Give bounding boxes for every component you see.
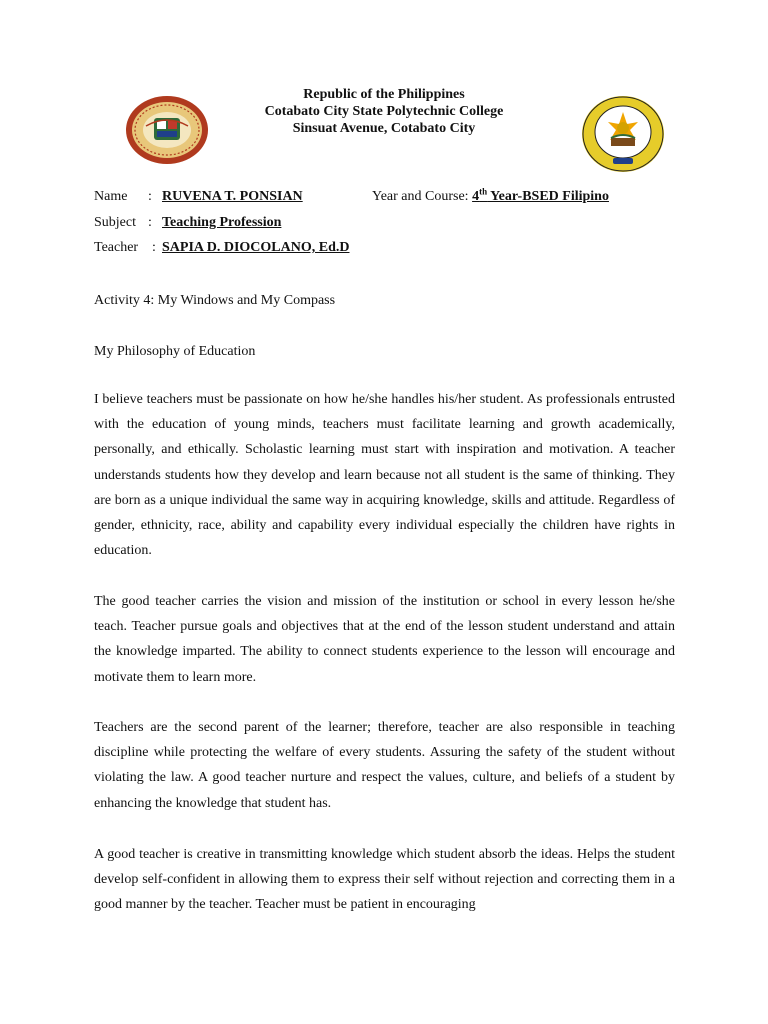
subject-line — [94, 214, 281, 232]
teacher-colon: : — [152, 240, 156, 255]
course-name: Year-BSED Filipino — [487, 189, 609, 204]
paragraph-2: The good teacher carries the vision and mission of the institution or school in every lesson he/she teach. Teacher pursue goals and objectives that at the end of the lesson student understand and attain the knowledge imparted. The ability to connect students experience to the lesson will encourage and motivate them to learn more. — [94, 594, 675, 685]
college-of-education-seal-icon — [580, 94, 666, 174]
year-course-label: Year and Course: — [372, 189, 469, 204]
teacher-value: SAPIA D. DIOCOLANO, Ed.D — [162, 240, 350, 255]
name-colon: : — [148, 189, 152, 204]
header-line-republic: Republic of the Philippines — [303, 87, 465, 102]
subject-value: Teaching Profession — [162, 215, 282, 230]
paragraph-3: Teachers are the second parent of the learner; therefore, teacher are also responsible in teaching discipline while protecting the welfare of every students. Assuring the safety of the student without violating the law. A good teacher nurture and respect the values, culture, and beliefs of a student by enhancing the knowledge that student has. — [94, 720, 675, 811]
student-name: RUVENA T. PONSIAN — [162, 189, 303, 204]
activity-title: Activity 4: My Windows and My Compass — [94, 293, 336, 308]
header-line-address: Sinsuat Avenue, Cotabato City — [292, 121, 476, 136]
year-ordinal: th — [479, 186, 488, 197]
subject-label: Subject — [94, 215, 136, 230]
header-line-college: Cotabato City State Polytechnic College — [264, 104, 504, 119]
teacher-label: Teacher — [94, 240, 139, 255]
paragraph-4: A good teacher is creative in transmitting knowledge which student absorb the ideas. Helps the student develop self-confident in allowing them to express their self without rejection and correcting them in a good manner by the teacher. Teacher must be patient in encouraging — [94, 847, 675, 913]
philosophy-title: My Philosophy of Education — [94, 344, 256, 359]
teacher-line — [94, 239, 349, 257]
name-line — [94, 188, 303, 206]
paragraph-1: I believe teachers must be passionate on how he/she handles his/her student. As professionals entrusted with the education of young minds, teachers must facilitate learning and growth academically, personally, and ethically. Scholastic learning must start with inspiration and motivation. A teacher understands students how they develop and learn because not all student is the same of thinking. They are born as a unique individual the same way in acquiring knowledge, skills and attitude. Regardless of gender, ethnicity, race, ability and capability every individual especially the children have rights in education. — [94, 392, 675, 559]
year-course-line — [372, 188, 609, 206]
year-course-value — [472, 186, 609, 204]
subject-colon: : — [148, 215, 152, 230]
year-number: 4 — [472, 189, 480, 204]
name-label: Name — [94, 189, 128, 204]
